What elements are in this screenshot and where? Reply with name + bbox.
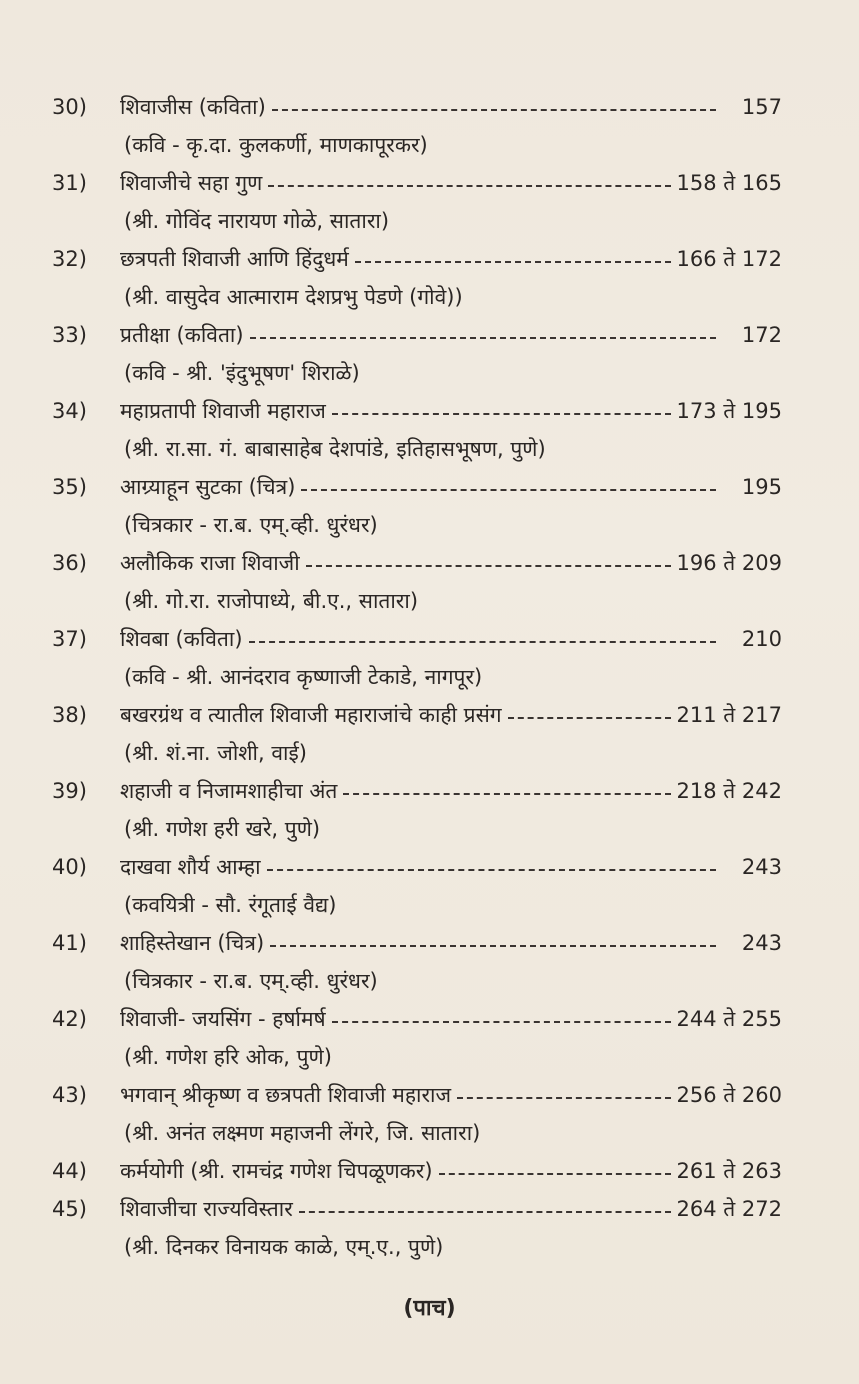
entry-pages: 157 xyxy=(741,95,782,119)
dash-leader xyxy=(332,411,671,415)
toc-item xyxy=(52,88,782,164)
toc-item xyxy=(52,392,782,468)
entry-author: (श्री. दिनकर विनायक काळे, एम्.ए., पुणे) xyxy=(124,1235,444,1259)
entry-author: (कवयित्री - सौ. रंगूताई वैद्य) xyxy=(124,893,337,917)
dash-leader xyxy=(268,183,670,187)
entry-number: 37) xyxy=(52,627,87,651)
entry-pages: 210 xyxy=(741,627,782,651)
entry-author: (श्री. गो.रा. राजोपाध्ये, बी.ए., सातारा) xyxy=(124,589,419,613)
entry-title: अलौकिक राजा शिवाजी xyxy=(120,551,300,575)
entry-pages: 256 ते 260 xyxy=(676,1083,782,1107)
entry-author: (श्री. गोविंद नारायण गोळे, सातारा) xyxy=(124,209,390,233)
toc-item xyxy=(52,924,782,1000)
entry-pages: 243 xyxy=(741,855,782,879)
entry-title: शाहिस्तेखान (चित्र) xyxy=(120,931,265,955)
entry-author: (श्री. गणेश हरि ओक, पुणे) xyxy=(124,1045,332,1069)
entry-author: (कवि - श्री. 'इंदुभूषण' शिराळे) xyxy=(124,361,360,385)
entry-title: दाखवा शौर्य आम्हा xyxy=(120,855,261,879)
dash-leader xyxy=(270,943,716,947)
table-of-contents xyxy=(52,88,782,1266)
entry-number: 42) xyxy=(52,1007,87,1031)
entry-number: 35) xyxy=(52,475,87,499)
toc-item xyxy=(52,164,782,240)
toc-item xyxy=(52,544,782,620)
entry-number: 41) xyxy=(52,931,87,955)
entry-title: शिवाजीस (कविता) xyxy=(120,95,266,119)
dash-leader xyxy=(508,715,671,719)
dash-leader xyxy=(267,867,716,871)
dash-leader xyxy=(250,335,716,339)
toc-item xyxy=(52,1152,782,1190)
entry-pages: 243 xyxy=(741,931,782,955)
entry-number: 30) xyxy=(52,95,87,119)
toc-item xyxy=(52,848,782,924)
entry-author: (कवि - श्री. आनंदराव कृष्णाजी टेकाडे, नागपूर) xyxy=(124,665,483,689)
entry-pages: 218 ते 242 xyxy=(676,779,782,803)
entry-pages: 195 xyxy=(741,475,782,499)
entry-number: 40) xyxy=(52,855,87,879)
entry-title: शिवबा (कविता) xyxy=(120,627,243,651)
entry-author: (कवि - कृ.दा. कुलकर्णी, माणकापूरकर) xyxy=(124,133,428,157)
toc-item xyxy=(52,620,782,696)
entry-pages: 264 ते 272 xyxy=(676,1197,782,1221)
toc-item xyxy=(52,1076,782,1152)
entry-pages: 244 ते 255 xyxy=(676,1007,782,1031)
entry-author: (श्री. गणेश हरी खरे, पुणे) xyxy=(124,817,321,841)
entry-pages: 173 ते 195 xyxy=(676,399,782,423)
entry-title: भगवान् श्रीकृष्ण व छत्रपती शिवाजी महाराज xyxy=(120,1083,452,1107)
entry-author: (श्री. रा.सा. गं. बाबासाहेब देशपांडे, इतिहासभूषण, पुणे) xyxy=(124,437,546,461)
dash-leader xyxy=(439,1171,671,1175)
entry-title: शिवाजीचे सहा गुण xyxy=(120,171,263,195)
entry-title: शिवाजीचा राज्यविस्तार xyxy=(120,1197,293,1221)
entry-author: (श्री. शं.ना. जोशी, वाई) xyxy=(124,741,307,765)
entry-pages: 211 ते 217 xyxy=(676,703,782,727)
toc-item xyxy=(52,240,782,316)
toc-item xyxy=(52,696,782,772)
dash-leader xyxy=(299,1209,671,1213)
entry-pages: 172 xyxy=(741,323,782,347)
entry-author: (श्री. अनंत लक्ष्मण महाजनी लेंगरे, जि. सातारा) xyxy=(124,1121,481,1145)
entry-author: (श्री. वासुदेव आत्माराम देशप्रभु पेडणे (गोवे)) xyxy=(124,285,463,309)
entry-number: 34) xyxy=(52,399,87,423)
entry-number: 33) xyxy=(52,323,87,347)
entry-title: छत्रपती शिवाजी आणि हिंदुधर्म xyxy=(120,247,349,271)
entry-pages: 261 ते 263 xyxy=(676,1159,782,1183)
entry-title: प्रतीक्षा (कविता) xyxy=(120,323,244,347)
entry-pages: 196 ते 209 xyxy=(676,551,782,575)
dash-leader xyxy=(306,563,671,567)
entry-author: (चित्रकार - रा.ब. एम्.व्ही. धुरंधर) xyxy=(124,513,378,537)
dash-leader xyxy=(457,1095,670,1099)
entry-title: महाप्रतापी शिवाजी महाराज xyxy=(120,399,326,423)
dash-leader xyxy=(343,791,670,795)
entry-pages: 166 ते 172 xyxy=(676,247,782,271)
entry-author: (चित्रकार - रा.ब. एम्.व्ही. धुरंधर) xyxy=(124,969,378,993)
entry-title: कर्मयोगी (श्री. रामचंद्र गणेश चिपळूणकर) xyxy=(120,1159,433,1183)
dash-leader xyxy=(301,487,716,491)
entry-title: आग्र्याहून सुटका (चित्र) xyxy=(120,475,296,499)
entry-title: शहाजी व निजामशाहीचा अंत xyxy=(120,779,338,803)
entry-number: 38) xyxy=(52,703,87,727)
dash-leader xyxy=(355,259,671,263)
entry-pages: 158 ते 165 xyxy=(676,171,782,195)
entry-number: 44) xyxy=(52,1159,87,1183)
page-number: (पाच) xyxy=(403,1296,456,1321)
dash-leader xyxy=(272,107,716,111)
toc-item xyxy=(52,316,782,392)
entry-number: 36) xyxy=(52,551,87,575)
entry-title: शिवाजी- जयसिंग - हर्षामर्ष xyxy=(120,1007,326,1031)
entry-number: 32) xyxy=(52,247,87,271)
toc-item xyxy=(52,1190,782,1266)
entry-number: 39) xyxy=(52,779,87,803)
toc-item xyxy=(52,468,782,544)
entry-title: बखरग्रंथ व त्यातील शिवाजी महाराजांचे काही प्रसंग xyxy=(120,703,502,727)
entry-number: 31) xyxy=(52,171,87,195)
dash-leader xyxy=(332,1019,671,1023)
dash-leader xyxy=(249,639,716,643)
toc-item xyxy=(52,1000,782,1076)
toc-item xyxy=(52,772,782,848)
entry-number: 43) xyxy=(52,1083,87,1107)
entry-number: 45) xyxy=(52,1197,87,1221)
